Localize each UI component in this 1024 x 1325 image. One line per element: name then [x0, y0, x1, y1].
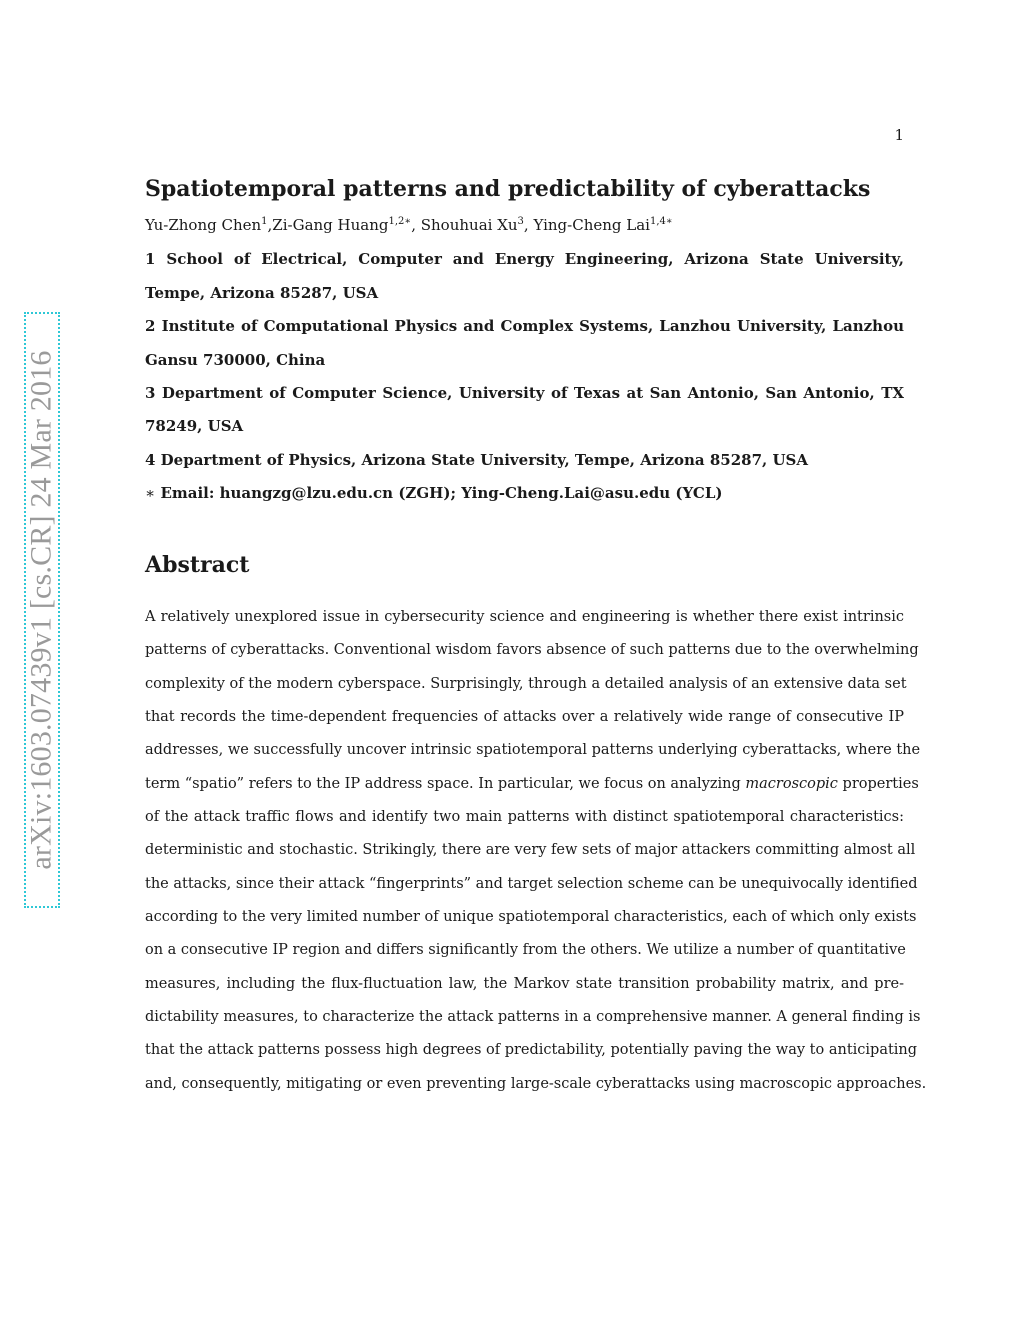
affiliation-2-line-1: 2 Institute of Computational Physics and Complex Systems, Lanzhou University, Lanzhou: [145, 317, 904, 335]
arxiv-stamp[interactable]: [24, 312, 60, 908]
email-text: Email: huangzg@lzu.edu.cn (ZGH); Ying-Cheng.Lai@asu.edu (YCL): [160, 484, 723, 502]
author-name: , Shouhuai Xu: [411, 216, 518, 234]
abstract-line: complexity of the modern cyberspace. Surprisingly, through a detailed analysis of an extensive data set: [145, 676, 907, 692]
affiliation-1-line-2: Tempe, Arizona 85287, USA: [145, 284, 379, 302]
arxiv-stamp-text: arXiv:1603.07439v1 [cs.CR] 24 Mar 2016: [25, 350, 58, 870]
author-name: Yu-Zhong Chen: [145, 216, 262, 234]
affiliation-4: 4 Department of Physics, Arizona State University, Tempe, Arizona 85287, USA: [145, 451, 809, 469]
page-number: 1: [894, 126, 904, 144]
abstract-text: term “spatio” refers to the IP address space. In particular, we focus on analyzing: [145, 776, 746, 792]
author-list: [145, 216, 905, 234]
author-affiliation-marker: 1,2∗: [388, 216, 412, 227]
abstract-line: measures, including the flux-fluctuation law, the Markov state transition probability matrix, and pre-: [145, 976, 904, 992]
email-marker: ∗: [145, 484, 156, 502]
abstract-line: of the attack traffic flows and identify two main patterns with distinct spatiotemporal characteristics:: [145, 809, 904, 825]
paper-title: Spatiotemporal patterns and predictability of cyberattacks: [145, 176, 871, 202]
abstract-line: and, consequently, mitigating or even preventing large-scale cyberattacks using macroscopic approaches.: [145, 1076, 927, 1092]
author-affiliation-marker: 3: [517, 216, 524, 227]
abstract-line: addresses, we successfully uncover intrinsic spatiotemporal patterns underlying cyberattacks, where the: [145, 742, 921, 758]
abstract-line: that the attack patterns possess high degrees of predictability, potentially paving the way to anticipating: [145, 1042, 918, 1058]
author-affiliation-marker: 1: [261, 216, 268, 227]
abstract-line: [145, 776, 919, 792]
abstract-line: the attacks, since their attack “fingerprints” and target selection scheme can be unequivocally identified: [145, 876, 918, 892]
abstract-emphasis: macroscopic: [745, 776, 838, 792]
affiliation-3-line-2: 78249, USA: [145, 417, 244, 435]
abstract-line: on a consecutive IP region and differs significantly from the others. We utilize a number of quantitative: [145, 942, 906, 958]
affiliation-2-line-2: Gansu 730000, China: [145, 351, 326, 369]
affiliation-1-line-1: 1 School of Electrical, Computer and Energy Engineering, Arizona State University,: [145, 250, 904, 268]
abstract-heading: Abstract: [145, 552, 250, 578]
abstract-line: deterministic and stochastic. Strikingly, there are very few sets of major attackers committing almost all: [145, 842, 916, 858]
abstract-line: dictability measures, to characterize the attack patterns in a comprehensive manner. A general finding is: [145, 1009, 921, 1025]
abstract-line: A relatively unexplored issue in cybersecurity science and engineering is whether there exist intrinsic: [145, 609, 904, 625]
corresponding-email: [145, 484, 723, 502]
author-name: ,Zi-Gang Huang: [267, 216, 389, 234]
abstract-line: patterns of cyberattacks. Conventional wisdom favors absence of such patterns due to the overwhelming: [145, 642, 919, 658]
affiliation-3-line-1: 3 Department of Computer Science, University of Texas at San Antonio, San Antonio, TX: [145, 384, 904, 402]
abstract-line: that records the time-dependent frequencies of attacks over a relatively wide range of consecutive IP: [145, 709, 904, 725]
abstract-line: according to the very limited number of unique spatiotemporal characteristics, each of which only exists: [145, 909, 917, 925]
abstract-text: properties: [837, 776, 919, 792]
author-name: , Ying-Cheng Lai: [523, 216, 650, 234]
author-affiliation-marker: 1,4∗: [649, 216, 673, 227]
